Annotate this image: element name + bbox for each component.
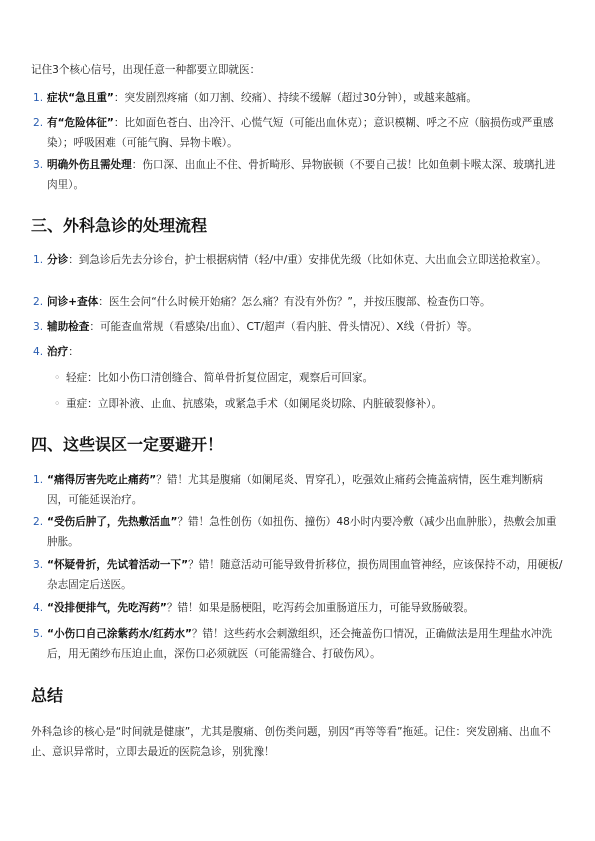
myth-title: “受伤后肿了，先热敷活血” xyxy=(47,516,178,528)
list-number: 1. xyxy=(33,92,44,104)
myth-text: ？错！随意活动可能导致骨折移位，损伤周围血管神经，应该保持不动，用硬板/杂志固定后送医。 xyxy=(47,559,563,591)
summary-paragraph: 外科急诊的核心是“时间就是健康”，尤其是腹痛、创伤类问题，别因“再等等看”拖延。记住：突发剧痛、出血不止、意识异常时，立即去最近的医院急诊，别犹豫！ xyxy=(31,726,551,758)
section-3-heading: 三、外科急诊的处理流程 xyxy=(31,216,208,235)
signal-title: 有“危险体征” xyxy=(47,117,114,129)
list-number: 3. xyxy=(33,321,44,333)
list-number: 4. xyxy=(33,346,44,358)
summary-heading: 总结 xyxy=(31,686,64,705)
list-number: 1. xyxy=(33,474,44,486)
myth-item-2 xyxy=(33,512,563,552)
list-number: 2. xyxy=(33,296,44,308)
myth-item-3 xyxy=(33,555,563,595)
myth-title: “痛得厉害先吃止痛药” xyxy=(47,474,157,486)
myth-text: ？错！急性创伤（如扭伤、撞伤）48小时内要冷敷（减少出血肿胀），热敷会加重肿胀。 xyxy=(47,516,557,548)
signal-text: ：突发剧烈疼痛（如刀割、绞痛）、持续不缓解（超过30分钟），或越来越痛。 xyxy=(113,92,477,104)
list-number: 3. xyxy=(33,159,44,171)
process-item-3 xyxy=(33,317,563,337)
list-number: 2. xyxy=(33,516,44,528)
process-title: 治疗 xyxy=(47,346,69,358)
process-title: 问诊+查体 xyxy=(47,296,99,308)
signal-item-1 xyxy=(33,88,563,108)
myth-title: “小伤口自己涂紫药水/红药水” xyxy=(47,628,192,640)
signal-title: 症状“急且重” xyxy=(47,92,114,104)
myth-title: “怀疑骨折，先试着活动一下” xyxy=(47,559,189,571)
list-number: 2. xyxy=(33,117,44,129)
process-title: 辅助检查 xyxy=(47,321,90,333)
signal-title: 明确外伤且需处理 xyxy=(47,159,132,171)
signal-item-2 xyxy=(33,113,563,153)
process-item-4 xyxy=(33,342,563,362)
myth-item-1 xyxy=(33,470,563,510)
signal-item-3 xyxy=(33,155,563,195)
list-number: 5. xyxy=(33,628,44,640)
process-title: 分诊 xyxy=(47,254,69,266)
myth-text: ？错！这些药水会刺激组织，还会掩盖伤口情况，正确做法是用生理盐水冲洗后，用无菌纱布压迫止血，深伤口必须就医（可能需缝合、打破伤风）。 xyxy=(47,628,553,660)
list-number: 3. xyxy=(33,559,44,571)
treatment-text: 轻症：比如小伤口清创缝合、简单骨折复位固定，观察后可回家。 xyxy=(66,372,374,384)
treatment-item-mild xyxy=(54,368,554,388)
process-text: ：医生会问“什么时候开始痛？怎么痛？有没有外伤？”，并按压腹部、检查伤口等。 xyxy=(98,296,491,308)
myth-title: “没排便排气，先吃泻药” xyxy=(47,602,167,614)
myth-text: ？错！尤其是腹痛（如阑尾炎、胃穿孔），吃强效止痛药会掩盖病情，医生难判断病因，可能延误治疗。 xyxy=(47,474,543,506)
intro-paragraph: 记住3个核心信号，出现任意一种都要立即就医： xyxy=(31,64,261,76)
process-item-1 xyxy=(33,250,563,270)
bullet-icon: ◦ xyxy=(54,398,61,410)
section-4-heading: 四、这些误区一定要避开！ xyxy=(31,435,224,454)
myth-item-5 xyxy=(33,624,563,664)
bullet-icon: ◦ xyxy=(54,372,61,384)
process-text: ： xyxy=(68,346,79,358)
myth-item-4 xyxy=(33,598,563,618)
list-number: 4. xyxy=(33,602,44,614)
process-text: ：可能查血常规（看感染/出血）、CT/超声（看内脏、骨头情况）、X线（骨折）等。 xyxy=(89,321,478,333)
treatment-text: 重症：立即补液、止血、抗感染，或紧急手术（如阑尾炎切除、内脏破裂修补）。 xyxy=(66,398,443,410)
signal-text: ：比如面色苍白、出冷汗、心慌气短（可能出血休克）；意识模糊、呼之不应（脑损伤或严重感染）；呼吸困难（可能气胸、异物卡喉）。 xyxy=(47,117,554,149)
treatment-item-severe xyxy=(54,394,554,414)
process-item-2 xyxy=(33,292,563,312)
process-text: ：到急诊后先去分诊台，护士根据病情（轻/中/重）安排优先级（比如休克、大出血会立即送抢救室）。 xyxy=(68,254,547,266)
signal-text: ：伤口深、出血止不住、骨折畸形、异物嵌顿（不要自己拔！比如鱼刺卡喉太深、玻璃扎进肉里）。 xyxy=(47,159,556,191)
myth-text: ？错！如果是肠梗阻，吃泻药会加重肠道压力，可能导致肠破裂。 xyxy=(166,602,475,614)
list-number: 1. xyxy=(33,254,44,266)
